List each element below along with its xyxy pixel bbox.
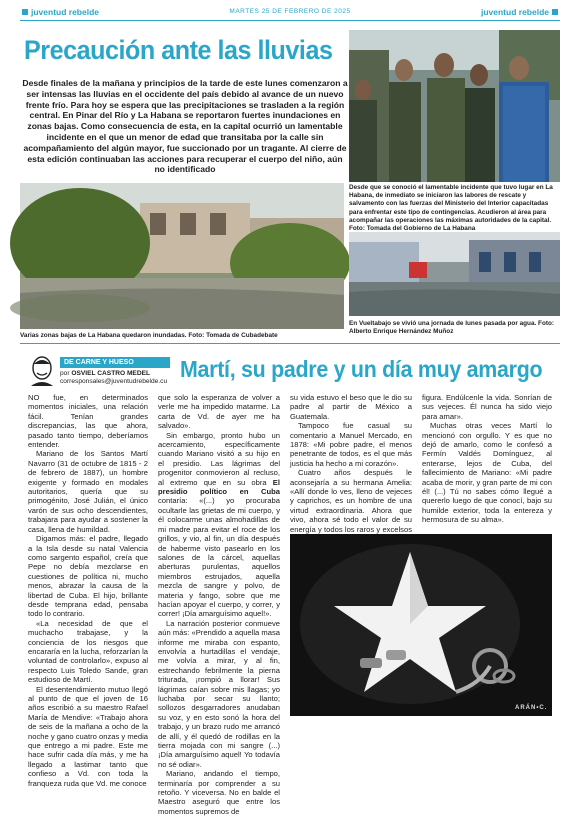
paragraph: que solo la esperanza de volver a verle me ha impedido matarme. La carta de Vd. de ayer me ha salvado». (158, 393, 280, 431)
paragraph (158, 431, 280, 619)
issue-date: MARTES 25 DE FEBRERO DE 2025 (229, 8, 351, 15)
author-avatar (28, 356, 56, 386)
header-rule (20, 20, 560, 21)
rain-lead: Desde finales de la mañana y principios de la tarde de este lunes comenzaron a ser intensas las lluvias en el occidente del país debido al avance de un nuevo frente frío. Para hoy se espera que las precipitaciones se trasladen a la región central. En Pinar del Río y La Habana se reportaron fuertes inundaciones en zonas bajas. Como consecuencia de esta, en la capital ocurrió un lamentable incidente en el que un menor de edad que transitaba por la calle sin acompañamiento del algún mayor, fue succionado por un tragante. Al cierre de esta edición continuaban las acciones para recuperar el cuerpo del niño, aún no identificado (22, 78, 348, 175)
paragraph: Tampoco fue casual su comentario a Manuel Mercado, en 1878: «Mi pobre padre, el menos penetrante de todos, es el que más justicia ha hecho a mi corazón». (290, 421, 412, 468)
brand-left: juventud rebelde (22, 7, 99, 17)
officials-caption: Desde que se conoció el lamentable incidente que tuvo lugar en La Habana, de inmediato se iniciaron las labores de rescate y salvamento con las fuerzas del Ministerio del Interior capacitadas para enfrentar este tipo de contingencias. Acudieron al área para acompañar las operaciones las máximas autoridades de la capital. Foto: Tomada del Gobierno de La Habana (349, 184, 553, 233)
article-column-4 (422, 393, 552, 525)
rain-headline: Precaución ante las lluvias (24, 35, 333, 65)
byline (60, 370, 167, 387)
column-tag: DE CARNE Y HUESO (60, 357, 170, 368)
author-name: OSVIEL CASTRO MEDEL (71, 370, 151, 377)
vueltabajo-photo (349, 232, 560, 316)
vueltabajo-caption: En Vueltabajo se vivió una jornada de lunes pasada por agua. Foto: Alberto Enrique Hernández Muñoz (349, 320, 555, 336)
paragraph-text: contaría: «(...) yo procuraba ocultarle las grietas de mi cuerpo, y él colocarme unas almohadillas de mi madre para evitar el roce de los grillos, y vio, al fin, un día después de haberme visto pasearlo en los salones de la cárcel, aquellas aberturas purulentas, aquellos miembros estrujados, aquella mezcla de sangre y polvo, de materia y fango, sobre que me hacían apoyar el cuerpo, y correr, y correr! ¡Día amarguísimo aquel!». (158, 496, 280, 619)
article-column-2 (158, 393, 280, 816)
brand-right: juventud rebelde (481, 7, 558, 17)
paragraph: La narración posterior conmueve aún más: «Prendido a aquella masa informe me miraba con espanto, envolvía a hurtadillas el vendaje, me volvía a mirar, y al fin, estrechando febrilmente la pierna triturada, ¡rompió a llorar! Sus lágrimas caían sobre mis llagas; yo luchaba por secar su llanto; sollozos desgarradores anudaban su voz, y en esto sonó la hora del trabajo, y un brazo rudo me arrancó de allí, y él quedó de rodillas en la tierra mojada con mi sangre (...) ¡Día amarguísimo aquel! Yo todavía no sé odiar». (158, 618, 280, 769)
paragraph: Cuatro años después le aconsejaría a su hermana Amelia: «Allí donde lo ves, lleno de vejeces y caprichos, es un hombre de una virtud extraordinaria. Ahora que vivo, ahora sé todo el valor de su energía y todos los raros y excelsos (290, 468, 412, 534)
section-divider (20, 343, 560, 344)
paragraph: NO fue, en determinados momentos iniciales, una relación fácil. Tenían grandes discrepancias, las que ahora, pasado tanto tiempo, deberíamos entender. (28, 393, 148, 450)
paragraph: Digamos más: el padre, llegado a la Isla desde su natal Valencia como sargento español, creía que Pepe no debía mezclarse en cuestiones de política ni, mucho menos, abrazar la causa de la libertad de Cuba. El hijo, brillante desde temprana edad, pensaba todo lo contrario. (28, 534, 148, 619)
byline-prefix: por (60, 370, 70, 377)
article-column-1 (28, 393, 148, 788)
illustration-signature: ARÁN•C. (515, 705, 548, 711)
paragraph: Mariano, andando el tiempo, terminaría por comprender a su retoño. Y viceversa. No en balde el Maestro aseguró que entre los momentos supremos de (158, 769, 280, 816)
paragraph: Mariano de los Santos Martí Navarro (31 de octubre de 1815 - 2 de febrero de 1887), un hombre exigente y formado en modales autoritarios, quería que su primogénito, José Julián, el único varón de sus ocho descendientes, trabajara para ayudar a sostener la casa, llena de humildad. (28, 449, 148, 534)
author-email: corresponsales@juventudrebelde.cu (60, 378, 168, 386)
paragraph: El desentendimiento mutuo llegó al punto de que el joven de 16 años escribió a su maestro Rafael María de Mendive: «Trabajo ahora de seis de la mañana a ocho de la noche y gano cuatro onzas y media que entrego a mi padre. Este me hace sufrir cada día más, y me ha llegado a lastimar tanto que confieso a Vd. con toda la franqueza ruda que Vd. me conoce (28, 684, 148, 788)
paragraph: «La necesidad de que el muchacho trabajase, y la conciencia de los riesgos que encararía en la lucha, reforzarían la voluntad de controlarlo», expuso al respecto Luis Toledo Sande, gran estudioso de Martí. (28, 618, 148, 685)
column-title: Martí, su padre y un día muy amargo (180, 356, 543, 382)
paragraph-text: Sin embargo, pronto hubo un acercamiento, específicamente cuando Mariano visitó a su hijo en el presidio. Las lágrimas del progenitor conmovieron al recluso, al extremo que en su obra (158, 430, 280, 487)
streets-photo (20, 183, 344, 329)
star-shackle-illustration (290, 534, 552, 716)
officials-photo (349, 30, 560, 182)
paragraph: su vida estuvo el beso que le dio su padre al partir de México a Guatemala. (290, 393, 412, 421)
paragraph: figura. Endúlcenle la vida. Sonrían de sus vejeces. Él nunca ha sido viejo para amar». (422, 393, 552, 421)
paragraph: Muchas otras veces Martí lo mencionó con orgullo. Y es que no dejó de amarlo, como le confesó a Fermín Valdés Domínguez, al enterarse, lejos de Cuba, del fallecimiento de Mariano: «Mi padre acaba de morir, y gran parte de mi con él! (...) Tú no sabes cómo llegué a quererlo luego de que conocí, bajo su humilde exterior, toda la entereza y hermosura de su alma». (422, 421, 553, 525)
book-title: El presidio político en Cuba (158, 477, 280, 497)
streets-caption: Varias zonas bajas de La Habana quedaron inundadas. Foto: Tomada de Cubadebate (20, 332, 278, 339)
